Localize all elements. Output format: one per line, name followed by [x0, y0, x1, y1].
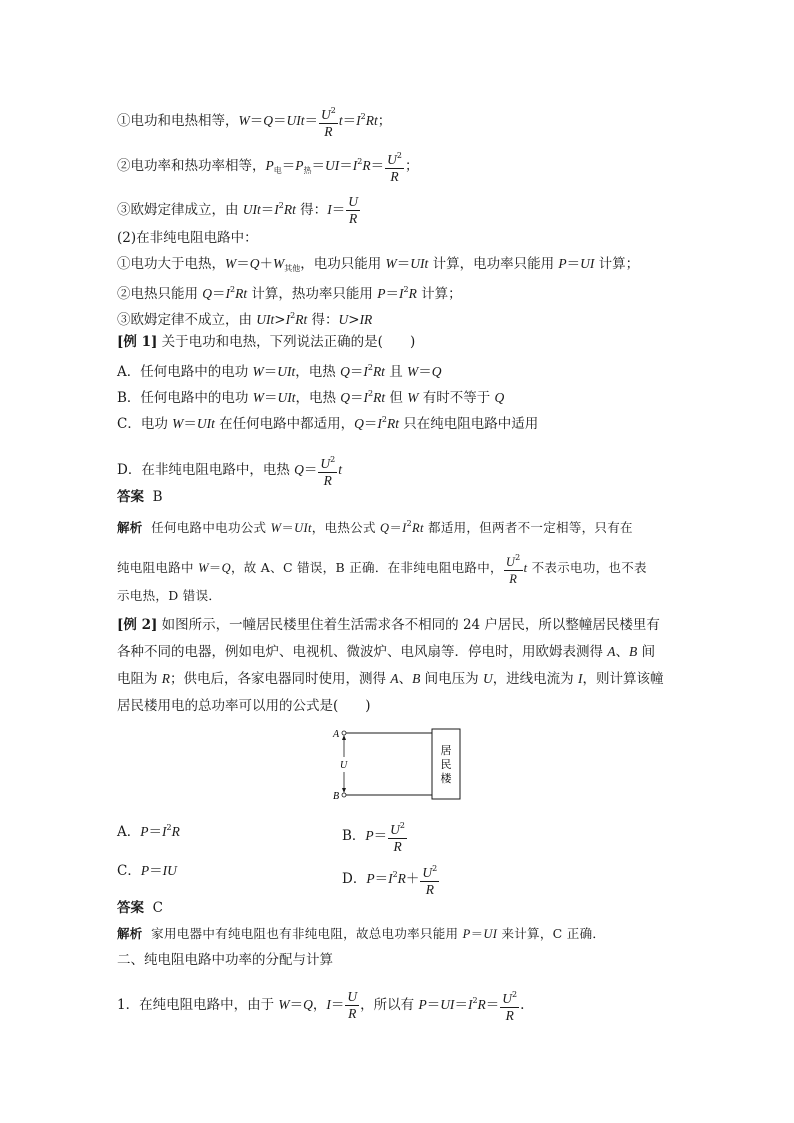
subscript: 电 — [273, 166, 282, 175]
text-fragment: 间 — [637, 644, 656, 660]
text-fragment: ＝ — [373, 828, 388, 844]
example-2-question-line-1 — [117, 615, 660, 635]
text-fragment: ＝ — [374, 871, 389, 887]
text-fragment: ＝ — [418, 364, 432, 380]
exponent: 2 — [330, 106, 336, 115]
text-fragment: Q — [340, 390, 351, 405]
formula-line-6 — [117, 280, 462, 304]
text-fragment: 家用电器中有纯电阻也有非纯电阻，故总电功率只能用 — [151, 926, 463, 941]
op: ＝ — [236, 256, 250, 272]
op: ＋ — [259, 256, 273, 272]
fraction — [420, 861, 439, 898]
text-fragment: 2 — [512, 990, 518, 999]
text-fragment: I — [402, 521, 407, 535]
text-fragment: D．在非纯电阻电路中，电热 — [117, 462, 295, 478]
text-fragment: 2 — [367, 363, 373, 372]
var: UIt — [256, 312, 275, 327]
text-fragment: 2 — [472, 996, 478, 1005]
example-tag: [例 2] — [117, 617, 158, 633]
text-fragment: P — [140, 824, 149, 839]
section-2-heading — [117, 950, 333, 970]
example-2-option-b — [342, 818, 408, 855]
text-fragment: Q — [380, 521, 390, 535]
example-1-option-a — [117, 358, 442, 382]
example-1-solution-line-2 — [117, 550, 647, 587]
text-fragment: ＝ — [349, 364, 364, 380]
text-fragment: I — [326, 997, 331, 1012]
text-fragment: W — [407, 364, 419, 379]
text-fragment: ＝ — [183, 416, 197, 432]
building-label-char: 民 — [440, 758, 452, 771]
text-fragment: P — [366, 871, 375, 886]
text-fragment: C．电功 — [117, 416, 173, 432]
var: Q — [249, 256, 260, 271]
text-fragment: 居民楼用电的总功率可以用的公式是( ) — [117, 698, 371, 714]
text-fragment: UIt — [196, 416, 215, 431]
text: ②电热只能用 — [117, 286, 203, 302]
text-fragment: W — [252, 364, 264, 379]
exponent: 2 — [230, 285, 236, 294]
numerator: U — [387, 152, 397, 167]
var: W — [225, 256, 237, 271]
var: I — [356, 113, 361, 128]
text-fragment: U — [347, 989, 358, 1004]
example-2-question-line-2 — [117, 642, 655, 662]
op: ＝ — [342, 113, 357, 129]
text-fragment: t — [338, 462, 342, 477]
text-fragment: 不表示电功，也不表 — [527, 560, 647, 575]
example-1-option-c — [117, 410, 538, 434]
text-fragment: W — [270, 521, 282, 535]
text-fragment: ， — [312, 997, 327, 1013]
subscript: 热 — [303, 166, 312, 175]
numerator: U — [348, 194, 358, 209]
text-fragment: Q — [340, 364, 350, 379]
op: ＝ — [566, 256, 581, 272]
denominator: R — [390, 169, 399, 184]
fraction — [346, 194, 360, 227]
text-fragment: R — [509, 572, 518, 586]
text-fragment: Rt — [372, 364, 385, 379]
text: ③欧姆定律不成立，由 — [117, 312, 257, 328]
op: ＝ — [331, 202, 346, 218]
text-fragment: 2 — [399, 821, 406, 830]
var: Q — [202, 286, 213, 301]
var: I — [274, 202, 279, 217]
terminal-b — [342, 793, 346, 797]
example-2-question-line-4 — [117, 696, 371, 716]
text-fragment: UI — [483, 927, 498, 941]
solution-label: 解析 — [117, 926, 143, 941]
text-fragment: I — [363, 390, 369, 405]
text-fragment: UIt — [277, 390, 296, 405]
text: 计算，热功率只能用 — [247, 286, 378, 302]
formula-line-7 — [117, 306, 372, 330]
var: U — [338, 312, 349, 327]
text-fragment: R — [161, 671, 171, 686]
text-fragment: 且 — [384, 364, 408, 380]
text-fragment: ＝ — [289, 997, 304, 1013]
text: ，电功只能用 — [300, 256, 386, 272]
var: P — [265, 158, 274, 173]
text-fragment: ＝ — [148, 824, 162, 840]
text: 计算； — [594, 256, 640, 272]
exponent: 2 — [278, 201, 284, 210]
op: > — [274, 312, 286, 328]
text: 得： — [295, 202, 328, 218]
text-fragment: R — [425, 882, 434, 897]
text-fragment: ；供电后，各家电器同时使用，测得 — [170, 671, 391, 687]
text: (2)在非纯电阻电路中： — [117, 230, 258, 246]
text-fragment: R — [397, 871, 406, 886]
text-fragment: t — [523, 561, 528, 575]
terminal-a — [342, 731, 346, 735]
text-fragment: A． — [117, 824, 141, 840]
op: ＝ — [260, 202, 275, 218]
text: ①电功大于电热， — [117, 256, 225, 272]
op: ＝ — [311, 158, 325, 174]
example-2-option-d — [342, 861, 440, 898]
text-fragment: ，电热公式 — [311, 520, 381, 535]
text-fragment: ＝ — [470, 926, 484, 941]
formula-line-3 — [117, 194, 361, 227]
var: Rt — [235, 286, 248, 301]
fraction — [319, 103, 338, 140]
example-1-option-d — [117, 452, 342, 489]
text-fragment: 、 — [615, 644, 630, 660]
punct: ； — [377, 113, 392, 129]
text-fragment: Q — [494, 390, 505, 405]
fraction — [385, 148, 404, 185]
text-fragment: ＝ — [263, 364, 278, 380]
var: UIt — [242, 202, 261, 217]
var: UIt — [286, 113, 305, 128]
exponent: 2 — [360, 112, 366, 121]
var: P — [295, 158, 304, 173]
exponent: 2 — [290, 311, 296, 320]
subscript: 其他 — [284, 264, 301, 273]
text-fragment: R — [171, 824, 180, 839]
text-fragment: ＝ — [303, 462, 318, 478]
var: I — [398, 286, 404, 301]
answer-label: 答案 — [117, 900, 144, 916]
text-fragment: P — [365, 828, 374, 843]
text-fragment: 任何电路中电功公式 — [151, 520, 271, 535]
text-fragment: ＝ — [330, 997, 345, 1013]
example-2-answer — [117, 898, 163, 918]
text-fragment: ＝ — [426, 997, 441, 1013]
text-fragment: W — [172, 416, 184, 431]
text: 计算，电功率只能用 — [428, 256, 559, 272]
fraction — [388, 818, 407, 855]
text-fragment: Q — [431, 364, 442, 379]
var: IR — [359, 312, 373, 327]
text-fragment: I — [577, 671, 583, 686]
text-fragment: R — [348, 1006, 357, 1021]
text-fragment: ＝ — [281, 520, 295, 535]
text-fragment: Rt — [387, 416, 400, 431]
var: Rt — [365, 113, 378, 128]
var: P — [377, 286, 386, 301]
text-fragment: U — [502, 991, 513, 1006]
text-fragment: A．任何电路中的电功 — [117, 364, 253, 380]
var: t — [338, 113, 343, 128]
numerator: U — [321, 107, 331, 122]
text-fragment: 2 — [515, 553, 521, 562]
text-fragment: I — [377, 416, 382, 431]
formula-line-5 — [117, 254, 639, 279]
text-fragment: I — [162, 824, 167, 839]
op: ＝ — [385, 286, 399, 302]
text-fragment: 2 — [166, 823, 172, 832]
denominator: R — [348, 211, 358, 226]
op: ＝ — [396, 256, 411, 272]
text-fragment: A — [607, 644, 616, 659]
text-fragment: 2 — [381, 415, 388, 424]
var: R — [362, 158, 371, 173]
text: ③欧姆定律成立，由 — [117, 202, 243, 218]
text-fragment: 、 — [398, 671, 413, 687]
text-fragment: W — [252, 390, 264, 405]
example-tag: [例 1] — [117, 334, 158, 350]
text-fragment: ＝ — [454, 997, 468, 1013]
text-fragment: R — [477, 997, 486, 1012]
text-fragment: 示电热，D 错误． — [117, 588, 222, 603]
example-1-solution-line-3 — [117, 586, 221, 606]
var: R — [408, 286, 417, 301]
text-fragment: ，则计算该幢 — [582, 671, 664, 687]
text: 计算； — [416, 286, 462, 302]
var: W — [385, 256, 397, 271]
punct: ； — [404, 158, 419, 174]
text-fragment: R — [505, 1008, 514, 1023]
building-label-char: 居 — [440, 744, 452, 757]
text-fragment: P — [140, 863, 150, 878]
example-1-answer — [117, 487, 163, 507]
answer-label: 答案 — [117, 489, 144, 505]
example-2-question-line-3 — [117, 669, 663, 689]
text-fragment: UI — [440, 997, 455, 1012]
text-fragment: ，电热 — [295, 390, 341, 406]
text-fragment: C． — [117, 863, 141, 879]
text-fragment: R — [393, 839, 402, 854]
text-fragment: 2 — [406, 519, 413, 528]
text-fragment: U — [482, 671, 493, 686]
example-2-option-a — [117, 818, 180, 842]
text-fragment: 在任何电路中都适用， — [214, 416, 355, 432]
solution-label: 解析 — [117, 520, 143, 535]
var: UI — [580, 256, 595, 271]
exponent: 2 — [357, 157, 363, 166]
op: ＝ — [339, 158, 353, 174]
text-fragment: Q — [303, 997, 313, 1012]
text-fragment: U — [320, 456, 331, 471]
text-fragment: ＝ — [363, 416, 378, 432]
var: UI — [325, 158, 340, 173]
text-fragment: 2 — [368, 389, 374, 398]
label-b: B — [333, 791, 340, 802]
text-fragment: 二、纯电阻电路中功率的分配与计算 — [117, 952, 333, 968]
label-a: A — [333, 729, 340, 740]
text-fragment: I — [363, 364, 368, 379]
var: UIt — [410, 256, 429, 271]
text-fragment: ，电热 — [295, 364, 341, 380]
text-fragment: B． — [342, 828, 366, 844]
var: Q — [263, 113, 273, 128]
section-2-paragraph-1 — [117, 987, 524, 1024]
var: Rt — [283, 202, 296, 217]
fraction — [500, 987, 519, 1024]
arrow-head-icon — [342, 788, 346, 793]
fraction — [345, 989, 359, 1022]
text-fragment: Q — [354, 416, 364, 431]
text-fragment: U — [390, 822, 400, 837]
text-fragment: 只在纯电阻电路中适用 — [399, 416, 539, 432]
text-fragment: W — [407, 390, 419, 405]
example-2-solution — [117, 924, 605, 944]
op: ＝ — [249, 113, 264, 129]
text-fragment: 2 — [392, 870, 398, 879]
op: ＝ — [370, 158, 385, 174]
text-fragment: IU — [162, 863, 177, 878]
op: ＝ — [273, 113, 287, 129]
text-fragment: Q — [294, 462, 304, 477]
example-1-option-b — [117, 384, 504, 408]
text-fragment: I — [388, 871, 393, 886]
text-fragment: W — [198, 561, 209, 575]
text-fragment: 电阻为 — [117, 671, 162, 687]
answer-value: B — [152, 489, 163, 505]
text-fragment: 来计算，C 正确． — [497, 926, 606, 941]
var: Rt — [295, 312, 308, 327]
exponent: 2 — [396, 151, 402, 160]
op: ＝ — [281, 158, 296, 174]
var: I — [285, 312, 291, 327]
text-fragment: UIt — [277, 364, 296, 379]
text: ①电功和电热相等， — [117, 113, 239, 129]
text-fragment: A — [390, 671, 399, 686]
text-fragment: 纯电阻电路中 — [117, 560, 199, 575]
text-fragment: UIt — [294, 521, 312, 535]
text-fragment: . — [520, 997, 525, 1013]
op: > — [348, 312, 360, 328]
var: I — [225, 286, 231, 301]
formula-line-1 — [117, 103, 391, 140]
text-fragment: ＝ — [208, 560, 222, 575]
text: 得： — [307, 312, 339, 328]
text-fragment: R — [323, 473, 332, 488]
text-fragment: ＝ — [485, 997, 500, 1013]
formula-line-2 — [117, 148, 418, 185]
text-fragment: Rt — [412, 521, 424, 535]
answer-value: C — [152, 900, 163, 916]
building-label-char: 楼 — [440, 772, 452, 785]
text-fragment: ，故 A、C 错误，B 正确．在非纯电阻电路中， — [230, 560, 503, 575]
text-fragment: 都适用，但两者不一定相等，只有在 — [423, 520, 633, 535]
text-fragment: ＝ — [350, 390, 364, 406]
fraction — [318, 452, 337, 489]
text-fragment: 但 — [385, 390, 408, 406]
example-2-option-c — [117, 861, 177, 881]
text-fragment: B．任何电路中的电功 — [117, 390, 253, 406]
exponent: 2 — [403, 285, 409, 294]
text-fragment: ，进线电流为 — [492, 671, 578, 687]
text-fragment: 如图所示，一幢居民楼里住着生活需求各不相同的 24 户居民，所以整幢居民楼里有 — [161, 617, 660, 633]
var: W — [238, 113, 250, 128]
var: I — [327, 202, 332, 217]
text-fragment: 间电压为 — [420, 671, 483, 687]
text-fragment: D． — [342, 871, 367, 887]
text-fragment: Rt — [373, 390, 386, 405]
text-fragment: ＝ — [263, 390, 278, 406]
var: P — [558, 256, 567, 271]
text-fragment: B — [629, 644, 638, 659]
text: ②电功率和热功率相等， — [117, 158, 266, 174]
text-fragment: 各种不同的电器，例如电炉、电视机、微波炉、电风扇等．停电时，用欧姆表测得 — [117, 644, 608, 660]
op: ＝ — [304, 113, 318, 129]
text-fragment: Q — [221, 561, 231, 575]
text-fragment: 2 — [432, 864, 438, 873]
question-text: 关于电功和电热，下列说法正确的是( ) — [161, 334, 416, 350]
op: ＝ — [212, 286, 226, 302]
text-fragment: ＝ — [389, 520, 403, 535]
text-fragment: U — [505, 555, 516, 569]
text-fragment: ，所以有 — [360, 997, 419, 1013]
text-fragment: P — [462, 927, 471, 941]
circuit-diagram — [330, 728, 470, 804]
example-1-question — [117, 332, 415, 352]
fraction — [504, 550, 523, 587]
denominator: R — [324, 124, 333, 139]
text-fragment: 1．在纯电阻电路中，由于 — [117, 997, 279, 1013]
arrow-head-icon — [342, 735, 346, 740]
text-fragment: ＝ — [149, 863, 163, 879]
text-fragment: U — [422, 865, 433, 880]
formula-line-4 — [117, 228, 258, 248]
text-fragment: P — [418, 997, 427, 1012]
example-1-solution-line-1 — [117, 514, 633, 538]
var: W — [273, 256, 285, 271]
text-fragment: 有时不等于 — [418, 390, 495, 406]
var: I — [352, 158, 358, 173]
text-fragment: W — [278, 997, 290, 1012]
text-fragment: ＋ — [405, 871, 420, 887]
text-fragment: I — [467, 997, 473, 1012]
label-u: U — [340, 760, 348, 771]
text-fragment: B — [412, 671, 421, 686]
text-fragment: 2 — [330, 455, 336, 464]
